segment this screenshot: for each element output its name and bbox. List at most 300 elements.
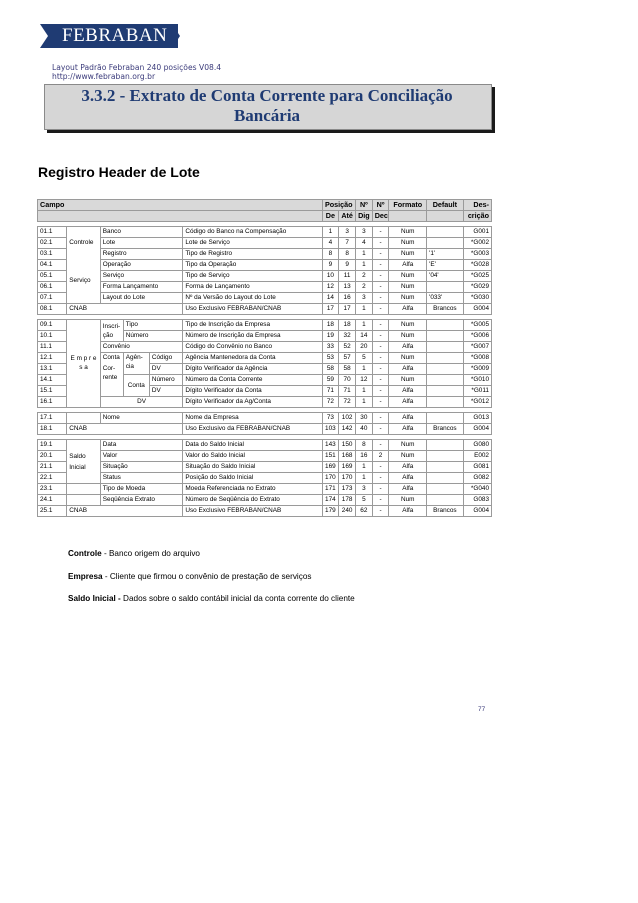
group-empresa bbox=[67, 320, 100, 408]
group-controle: Controle bbox=[67, 227, 100, 260]
row-desc: Tipo de Registro bbox=[183, 249, 322, 260]
row-default: '033' bbox=[427, 293, 464, 304]
row-field: Forma Lançamento bbox=[100, 282, 183, 293]
row-dig: 2 bbox=[355, 271, 372, 282]
row-id: 21.1 bbox=[38, 462, 67, 473]
row-dig: 5 bbox=[355, 353, 372, 364]
table-row bbox=[38, 440, 492, 451]
row-ref: *G007 bbox=[463, 342, 491, 353]
row-id: 13.1 bbox=[38, 364, 67, 375]
row-default bbox=[427, 451, 464, 462]
row-de: 151 bbox=[322, 451, 339, 462]
row-default: '1' bbox=[427, 249, 464, 260]
table-row bbox=[38, 506, 492, 517]
row-de: 9 bbox=[322, 260, 339, 271]
row-id: 02.1 bbox=[38, 238, 67, 249]
row-desc: Forma de Lançamento bbox=[183, 282, 322, 293]
row-de: 103 bbox=[322, 424, 339, 435]
row-dig: 1 bbox=[355, 304, 372, 315]
row-dig: 8 bbox=[355, 440, 372, 451]
row-ref: G083 bbox=[463, 495, 491, 506]
row-dec: 2 bbox=[372, 451, 389, 462]
group-blank bbox=[67, 413, 100, 424]
url-line: http://www.febraban.org.br bbox=[52, 72, 156, 81]
row-dig: 1 bbox=[355, 397, 372, 408]
row-de: 58 bbox=[322, 364, 339, 375]
row-ate: 9 bbox=[339, 260, 356, 271]
row-id: 07.1 bbox=[38, 293, 67, 304]
table-row bbox=[38, 495, 492, 506]
table-row bbox=[38, 227, 492, 238]
row-ate: 170 bbox=[339, 473, 356, 484]
row-dec: - bbox=[372, 495, 389, 506]
row-fmt: Num bbox=[389, 249, 427, 260]
row-de: 73 bbox=[322, 413, 339, 424]
row-dec: - bbox=[372, 249, 389, 260]
row-de: 72 bbox=[322, 397, 339, 408]
page-title bbox=[44, 86, 490, 126]
page-title-line2: Bancária bbox=[233, 106, 301, 125]
row-ref: *G029 bbox=[463, 282, 491, 293]
row-desc: Uso Exclusivo FEBRABAN/CNAB bbox=[183, 304, 322, 315]
legend-term: Saldo Inicial - bbox=[68, 594, 121, 603]
group-conta-corrente: Cor-rente bbox=[100, 364, 123, 397]
row-dig: 3 bbox=[355, 293, 372, 304]
row-fmt: Num bbox=[389, 451, 427, 462]
row-ref: *G040 bbox=[463, 484, 491, 495]
row-fmt: Num bbox=[389, 227, 427, 238]
row-ate: 16 bbox=[339, 293, 356, 304]
row-ate: 11 bbox=[339, 271, 356, 282]
row-field: Lote bbox=[100, 238, 183, 249]
row-id: 19.1 bbox=[38, 440, 67, 451]
row-field: Status bbox=[100, 473, 183, 484]
layout-version-line: Layout Padrão Febraban 240 posições V08.4 bbox=[52, 63, 222, 72]
row-dig: 12 bbox=[355, 375, 372, 386]
row-ate: 169 bbox=[339, 462, 356, 473]
row-ref: *G030 bbox=[463, 293, 491, 304]
row-desc: Número da Conta Corrente bbox=[183, 375, 322, 386]
table-row bbox=[38, 293, 492, 304]
row-fmt: Alfa bbox=[389, 386, 427, 397]
row-dec: - bbox=[372, 413, 389, 424]
table-row bbox=[38, 451, 492, 462]
row-ref: *G006 bbox=[463, 331, 491, 342]
row-fmt: Alfa bbox=[389, 424, 427, 435]
row-dec: - bbox=[372, 397, 389, 408]
logo-left-notch bbox=[40, 24, 48, 48]
row-de: 17 bbox=[322, 304, 339, 315]
row-default bbox=[427, 484, 464, 495]
row-fmt: Alfa bbox=[389, 473, 427, 484]
row-ate: 70 bbox=[339, 375, 356, 386]
group-blank bbox=[67, 484, 100, 495]
row-desc: Número de Seqüência do Extrato bbox=[183, 495, 322, 506]
row-de: 10 bbox=[322, 271, 339, 282]
row-dec: - bbox=[372, 440, 389, 451]
legend-controle bbox=[68, 549, 200, 558]
row-field: DV bbox=[149, 386, 182, 397]
row-field: DV bbox=[149, 364, 182, 375]
row-id: 22.1 bbox=[38, 473, 67, 484]
row-ate: 102 bbox=[339, 413, 356, 424]
header-descricao-2: crição bbox=[463, 211, 491, 222]
row-field: Tipo de Moeda bbox=[100, 484, 183, 495]
row-de: 4 bbox=[322, 238, 339, 249]
legend-saldo-inicial bbox=[68, 594, 355, 603]
row-ref: *G025 bbox=[463, 271, 491, 282]
row-ref: E002 bbox=[463, 451, 491, 462]
row-fmt: Num bbox=[389, 320, 427, 331]
row-default bbox=[427, 413, 464, 424]
row-dec: - bbox=[372, 462, 389, 473]
conta-label: Conta bbox=[100, 353, 123, 364]
row-id: 23.1 bbox=[38, 484, 67, 495]
row-dig: 1 bbox=[355, 386, 372, 397]
table-row bbox=[38, 304, 492, 315]
row-dec: - bbox=[372, 260, 389, 271]
row-ate: 150 bbox=[339, 440, 356, 451]
row-ate: 168 bbox=[339, 451, 356, 462]
row-ate: 8 bbox=[339, 249, 356, 260]
row-ref: *G003 bbox=[463, 249, 491, 260]
row-dig: 40 bbox=[355, 424, 372, 435]
row-ref: G082 bbox=[463, 473, 491, 484]
table-row bbox=[38, 249, 492, 260]
legend-term: Controle bbox=[68, 549, 102, 558]
row-ate: 72 bbox=[339, 397, 356, 408]
row-dec: - bbox=[372, 304, 389, 315]
table-row bbox=[38, 413, 492, 424]
row-id: 20.1 bbox=[38, 451, 67, 462]
row-dig: 5 bbox=[355, 495, 372, 506]
row-dec: - bbox=[372, 342, 389, 353]
row-ate: 3 bbox=[339, 227, 356, 238]
row-dig: 1 bbox=[355, 462, 372, 473]
row-id: 25.1 bbox=[38, 506, 67, 517]
row-field: Tipo bbox=[123, 320, 183, 331]
row-desc: Tipo da Operação bbox=[183, 260, 322, 271]
row-dig: 1 bbox=[355, 260, 372, 271]
row-ate: 142 bbox=[339, 424, 356, 435]
header-formato: Formato bbox=[389, 200, 427, 211]
row-dig: 3 bbox=[355, 227, 372, 238]
row-default bbox=[427, 495, 464, 506]
page-number: 77 bbox=[478, 706, 486, 713]
row-ate: 7 bbox=[339, 238, 356, 249]
row-fmt: Alfa bbox=[389, 260, 427, 271]
row-fmt: Alfa bbox=[389, 462, 427, 473]
row-dec: - bbox=[372, 320, 389, 331]
row-ref: G004 bbox=[463, 506, 491, 517]
row-field: CNAB bbox=[67, 506, 183, 517]
row-default bbox=[427, 320, 464, 331]
row-ate: 32 bbox=[339, 331, 356, 342]
row-field: Nome bbox=[100, 413, 183, 424]
row-dig: 1 bbox=[355, 364, 372, 375]
row-fmt: Alfa bbox=[389, 304, 427, 315]
row-field: DV bbox=[100, 397, 183, 408]
row-de: 1 bbox=[322, 227, 339, 238]
table-row bbox=[38, 364, 492, 375]
row-desc: Tipo de Inscrição da Empresa bbox=[183, 320, 322, 331]
row-dig: 2 bbox=[355, 282, 372, 293]
table-row bbox=[38, 473, 492, 484]
row-id: 14.1 bbox=[38, 375, 67, 386]
row-default bbox=[427, 282, 464, 293]
row-id: 09.1 bbox=[38, 320, 67, 331]
row-field: Banco bbox=[100, 227, 183, 238]
row-ate: 173 bbox=[339, 484, 356, 495]
row-dec: - bbox=[372, 271, 389, 282]
row-desc: Situação do Saldo Inicial bbox=[183, 462, 322, 473]
row-dig: 3 bbox=[355, 484, 372, 495]
row-field: Valor bbox=[100, 451, 183, 462]
table-header-row-1 bbox=[38, 200, 492, 211]
row-id: 11.1 bbox=[38, 342, 67, 353]
conta-sublabel: Conta bbox=[123, 375, 149, 397]
header-descricao-1: Des- bbox=[463, 200, 491, 211]
legend-text: Dados sobre o saldo contábil inicial da conta corrente do cliente bbox=[120, 594, 355, 603]
row-field: Operação bbox=[100, 260, 183, 271]
row-dec: - bbox=[372, 353, 389, 364]
row-ate: 13 bbox=[339, 282, 356, 293]
row-ate: 52 bbox=[339, 342, 356, 353]
row-default bbox=[427, 331, 464, 342]
row-desc: Uso Exclusivo FEBRABAN/CNAB bbox=[183, 506, 322, 517]
row-fmt: Num bbox=[389, 440, 427, 451]
row-field: Situação bbox=[100, 462, 183, 473]
row-dec: - bbox=[372, 386, 389, 397]
row-id: 08.1 bbox=[38, 304, 67, 315]
logo-right-notch bbox=[172, 24, 180, 48]
row-ref: G001 bbox=[463, 227, 491, 238]
row-ate: 58 bbox=[339, 364, 356, 375]
row-default bbox=[427, 386, 464, 397]
row-ref: G080 bbox=[463, 440, 491, 451]
row-ate: 57 bbox=[339, 353, 356, 364]
row-default bbox=[427, 397, 464, 408]
row-dig: 16 bbox=[355, 451, 372, 462]
row-dig: 4 bbox=[355, 238, 372, 249]
row-id: 06.1 bbox=[38, 282, 67, 293]
row-ref: *G010 bbox=[463, 375, 491, 386]
row-ate: 71 bbox=[339, 386, 356, 397]
page-title-line1: 3.3.2 - Extrato de Conta Corrente para Conciliação bbox=[81, 86, 453, 105]
row-desc: Número de Inscrição da Empresa bbox=[183, 331, 322, 342]
row-dig: 62 bbox=[355, 506, 372, 517]
row-id: 01.1 bbox=[38, 227, 67, 238]
row-desc: Dígito Verificador da Conta bbox=[183, 386, 322, 397]
row-field: Data bbox=[100, 440, 183, 451]
row-default bbox=[427, 473, 464, 484]
group-inscricao: Inscri-ção bbox=[100, 320, 123, 342]
row-desc: Código do Banco na Compensação bbox=[183, 227, 322, 238]
row-ate: 17 bbox=[339, 304, 356, 315]
row-dec: - bbox=[372, 238, 389, 249]
row-dec: - bbox=[372, 506, 389, 517]
row-field: Código bbox=[149, 353, 182, 364]
row-default: '04' bbox=[427, 271, 464, 282]
row-dec: - bbox=[372, 293, 389, 304]
row-dec: - bbox=[372, 227, 389, 238]
row-dig: 1 bbox=[355, 473, 372, 484]
row-desc: Dígito Verificador da Ag/Conta bbox=[183, 397, 322, 408]
row-ate: 240 bbox=[339, 506, 356, 517]
row-fmt: Num bbox=[389, 331, 427, 342]
table-row bbox=[38, 353, 492, 364]
header-default: Default bbox=[427, 200, 464, 211]
row-fmt: Num bbox=[389, 353, 427, 364]
row-desc: Valor do Saldo Inicial bbox=[183, 451, 322, 462]
row-ref: *G008 bbox=[463, 353, 491, 364]
row-de: 18 bbox=[322, 320, 339, 331]
row-ref: *G005 bbox=[463, 320, 491, 331]
row-de: 170 bbox=[322, 473, 339, 484]
row-de: 14 bbox=[322, 293, 339, 304]
row-id: 03.1 bbox=[38, 249, 67, 260]
row-id: 05.1 bbox=[38, 271, 67, 282]
row-fmt: Alfa bbox=[389, 484, 427, 495]
group-empresa-label: E m p r e s a bbox=[70, 355, 97, 371]
row-ate: 178 bbox=[339, 495, 356, 506]
row-desc: Uso Exclusivo da FEBRABAN/CNAB bbox=[183, 424, 322, 435]
row-default: Brancos bbox=[427, 304, 464, 315]
row-dig: 1 bbox=[355, 249, 372, 260]
row-default: 'E' bbox=[427, 260, 464, 271]
header-lote-table bbox=[37, 199, 492, 517]
section-title: Registro Header de Lote bbox=[38, 164, 200, 180]
row-desc: Nº da Versão do Layout do Lote bbox=[183, 293, 322, 304]
row-fmt: Alfa bbox=[389, 397, 427, 408]
row-ref: *G009 bbox=[463, 364, 491, 375]
header-posicao: Posição bbox=[322, 200, 355, 211]
table-row bbox=[38, 238, 492, 249]
row-desc: Tipo de Serviço bbox=[183, 271, 322, 282]
febraban-logo: FEBRABAN bbox=[48, 24, 178, 48]
table-row bbox=[38, 260, 492, 271]
row-field: CNAB bbox=[67, 304, 183, 315]
row-dec: - bbox=[372, 424, 389, 435]
row-ref: *G028 bbox=[463, 260, 491, 271]
row-de: 171 bbox=[322, 484, 339, 495]
group-agencia: Agên-cia bbox=[123, 353, 149, 375]
row-de: 12 bbox=[322, 282, 339, 293]
row-de: 59 bbox=[322, 375, 339, 386]
row-desc: Data do Saldo Inicial bbox=[183, 440, 322, 451]
header-n-dig: Nº bbox=[355, 200, 372, 211]
row-id: 16.1 bbox=[38, 397, 67, 408]
row-field: Registro bbox=[100, 249, 183, 260]
row-id: 04.1 bbox=[38, 260, 67, 271]
row-fmt: Num bbox=[389, 238, 427, 249]
row-desc: Código do Convênio no Banco bbox=[183, 342, 322, 353]
row-ref: *G011 bbox=[463, 386, 491, 397]
row-fmt: Alfa bbox=[389, 364, 427, 375]
row-dig: 20 bbox=[355, 342, 372, 353]
row-de: 33 bbox=[322, 342, 339, 353]
row-id: 17.1 bbox=[38, 413, 67, 424]
legend-text: - Cliente que firmou o convênio de prestação de serviços bbox=[102, 572, 312, 581]
row-default bbox=[427, 227, 464, 238]
row-de: 53 bbox=[322, 353, 339, 364]
table-row bbox=[38, 424, 492, 435]
row-ref: *G012 bbox=[463, 397, 491, 408]
header-ate: Até bbox=[339, 211, 356, 222]
legend-term: Empresa bbox=[68, 572, 103, 581]
group-blank bbox=[67, 495, 100, 506]
header-n-dec: Nº bbox=[372, 200, 389, 211]
row-ref: *G002 bbox=[463, 238, 491, 249]
row-dec: - bbox=[372, 473, 389, 484]
legend-empresa bbox=[68, 572, 312, 581]
row-de: 174 bbox=[322, 495, 339, 506]
row-default bbox=[427, 238, 464, 249]
row-de: 169 bbox=[322, 462, 339, 473]
header-default-blank bbox=[427, 211, 464, 222]
row-fmt: Num bbox=[389, 271, 427, 282]
row-default: Brancos bbox=[427, 424, 464, 435]
row-de: 143 bbox=[322, 440, 339, 451]
row-field: Convênio bbox=[100, 342, 183, 353]
row-dig: 30 bbox=[355, 413, 372, 424]
row-field: Número bbox=[123, 331, 183, 342]
row-ref: G081 bbox=[463, 462, 491, 473]
row-desc: Posição do Saldo Inicial bbox=[183, 473, 322, 484]
row-fmt: Num bbox=[389, 375, 427, 386]
row-fmt: Num bbox=[389, 282, 427, 293]
group-servico: Serviço bbox=[67, 260, 100, 304]
row-desc: Lote de Serviço bbox=[183, 238, 322, 249]
row-fmt: Alfa bbox=[389, 342, 427, 353]
legend-text: - Banco origem do arquivo bbox=[101, 549, 200, 558]
table-row bbox=[38, 342, 492, 353]
row-dig: 14 bbox=[355, 331, 372, 342]
row-field: Seqüência Extrato bbox=[100, 495, 183, 506]
row-id: 24.1 bbox=[38, 495, 67, 506]
table-row bbox=[38, 320, 492, 331]
table-row bbox=[38, 462, 492, 473]
row-id: 10.1 bbox=[38, 331, 67, 342]
row-id: 18.1 bbox=[38, 424, 67, 435]
row-id: 15.1 bbox=[38, 386, 67, 397]
row-de: 19 bbox=[322, 331, 339, 342]
row-desc: Dígito Verificador da Agência bbox=[183, 364, 322, 375]
row-default bbox=[427, 440, 464, 451]
group-saldo-inicial: Saldo Inicial bbox=[67, 440, 100, 484]
row-desc: Agência Mantenedora da Conta bbox=[183, 353, 322, 364]
header-formato-blank bbox=[389, 211, 427, 222]
row-fmt: Alfa bbox=[389, 413, 427, 424]
row-dec: - bbox=[372, 364, 389, 375]
row-default bbox=[427, 462, 464, 473]
header-de: De bbox=[322, 211, 339, 222]
row-field: CNAB bbox=[67, 424, 183, 435]
row-dec: - bbox=[372, 331, 389, 342]
row-ref: G004 bbox=[463, 424, 491, 435]
row-default bbox=[427, 375, 464, 386]
row-dig: 1 bbox=[355, 320, 372, 331]
row-ref: G004 bbox=[463, 304, 491, 315]
row-default: Brancos bbox=[427, 506, 464, 517]
table-row bbox=[38, 397, 492, 408]
row-dec: - bbox=[372, 282, 389, 293]
row-ref: G013 bbox=[463, 413, 491, 424]
row-default bbox=[427, 364, 464, 375]
row-dec: - bbox=[372, 375, 389, 386]
row-de: 71 bbox=[322, 386, 339, 397]
row-desc: Moeda Referenciada no Extrato bbox=[183, 484, 322, 495]
